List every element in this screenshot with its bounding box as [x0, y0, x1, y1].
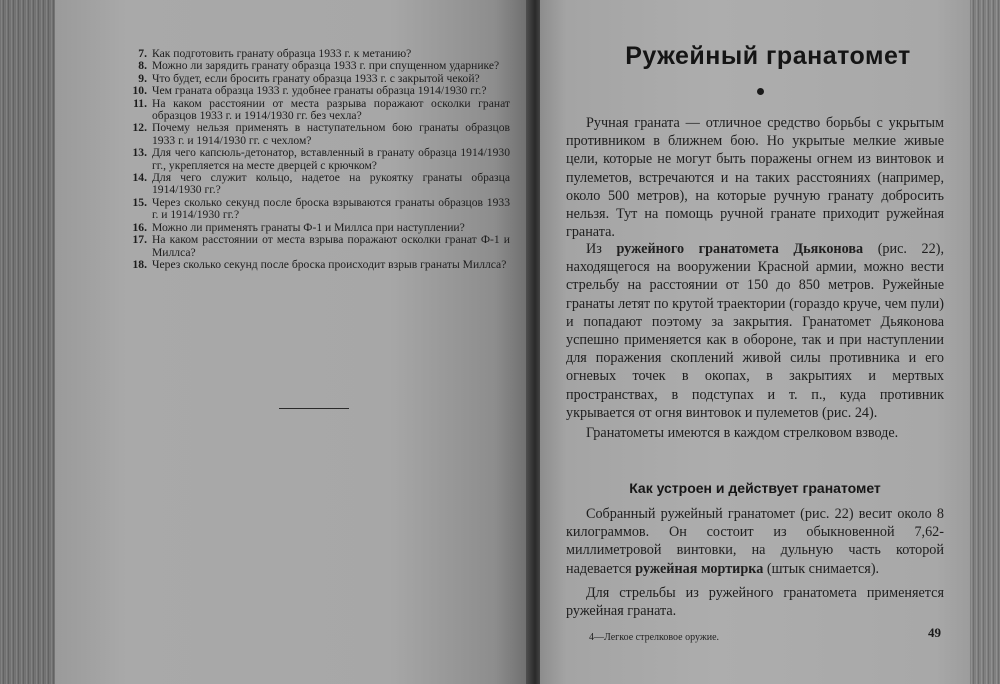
question-text: Что будет, если бросить гранату образца 1933 г. с закрытой чекой? [152, 71, 480, 85]
page-title: Ружейный гранатомет [625, 42, 911, 70]
question-text: Как подготовить гранату образца 1933 г. к метанию? [152, 47, 412, 60]
page-number: 49 [928, 625, 941, 640]
question-number: 16. [132, 220, 147, 234]
paragraph-platoon [566, 424, 944, 442]
question-number: 14. [132, 171, 147, 185]
question-text: Чем граната образца 1933 г. удобнее гранаты образца 1914/1930 гг.? [152, 84, 487, 98]
question-number: 17. [132, 233, 147, 247]
paragraph-grenade-use-text: Для стрельбы из ружейного гранатомета применяется ружейная граната. [566, 585, 944, 620]
question-number: 10. [132, 84, 147, 98]
question-text: Через сколько секунд после броска происходит взрыв гранаты Миллса? [152, 257, 507, 271]
term-dyakonov-launcher: ружейного гранатомета Дьяконова [616, 241, 864, 257]
paragraph-dyakonov-lead: Из [586, 241, 617, 257]
question-text: Почему нельзя применять в наступательном бою гранаты образцов 1933 г. и 1914/1930 гг. с чехлом? [152, 121, 510, 147]
paragraph-assembly-lead: Собранный ружейный гранатомет (рис. 22) весит около 8 килограммов. Он состоит из обыкновенной 7,62-миллиметровой винтовки, на дульную часть которой надевается [566, 506, 944, 577]
paragraph-dyakonov-rest: (рис. 22), находящегося на вооружении Красной армии, можно вести стрельбу на расстоянии от 150 до 850 метров. Ружейные гранаты летят по крутой траектории (гораздо круче, чем пули) и попадают поэтому за закрытия. Гранатомет Дьяконова успешно применяется как в обороне, так и при наступлении для поражения скоплений живой силы противника и его огневых точек в окопах, в закрытиях и мертвых пространствах, в подступах и т. п., куда противник укрывается от огня винтовок и пулеметов (рис. 24). [566, 241, 944, 421]
title-ornament-dot [757, 88, 764, 95]
question-text: На каком расстоянии от места разрыва поражают осколки гранат образцов 1933 г. и 1914/1930 гг. без чехла? [152, 96, 510, 123]
question-item [128, 85, 510, 97]
paragraph-grenade-use [566, 584, 944, 620]
section-end-rule [279, 408, 349, 409]
question-number: 13. [132, 146, 147, 160]
page-stack-edge-right [970, 0, 1000, 684]
question-text: Для чего капсюль-детонатор, вставленный в гранату образца 1914/1930 гг., укрепляется на месте дверцей с крючком? [152, 146, 510, 172]
paragraph-assembly-rest: (штык снимается). [763, 560, 880, 577]
question-number: 11. [133, 96, 147, 110]
question-text: Для чего служит кольцо, надетое на рукоятку гранаты образца 1914/1930 гг.? [152, 171, 510, 197]
question-number: 7. [138, 47, 147, 60]
question-number: 15. [132, 195, 147, 209]
question-item [128, 147, 510, 172]
signature-footnote: 4—Легкое стрелковое оружие. [589, 632, 720, 643]
question-item [128, 60, 510, 72]
question-item [128, 172, 510, 197]
section-subheading: Как устроен и действует гранатомет [629, 480, 881, 496]
question-number: 8. [138, 59, 147, 73]
paragraph-dyakonov-text [566, 240, 944, 422]
question-number: 12. [132, 121, 147, 135]
question-text: Можно ли зарядить гранату образца 1933 г. при спущенном ударнике? [152, 59, 500, 73]
question-item [128, 98, 510, 123]
question-number: 9. [138, 71, 147, 85]
paragraph-intro [566, 114, 944, 241]
question-text: Через сколько секунд после броска взрываются гранаты образцов 1933 г. и 1914/1930 гг.? [152, 195, 510, 222]
question-item [128, 259, 510, 271]
paragraph-dyakonov [566, 240, 944, 422]
term-rifle-mortar: ружейная мортирка [635, 560, 764, 577]
paragraph-assembly [566, 505, 944, 578]
paragraph-assembly-text [566, 505, 944, 578]
question-text: На каком расстоянии от места взрыва поражают осколки гранат Ф-1 и Миллса? [152, 233, 510, 259]
question-number: 18. [132, 257, 147, 271]
paragraph-intro-text: Ручная граната — отличное средство борьбы с укрытым противником в ближнем бою. Но укрытые мелкие живые цели, которые не могут быть поражены огнем из винтовок и пулеметов, встречаются и на таких расстояниях (например, около 500 метров), на которые ручную гранату добросить нельзя. Тут на помощь ручной гранате приходит ружейная граната. [566, 115, 944, 241]
paragraph-platoon-text: Гранатометы имеются в каждом стрелковом взводе. [586, 425, 899, 441]
question-item [128, 234, 510, 259]
question-item [128, 122, 510, 147]
question-text: Можно ли применять гранаты Ф-1 и Миллса при наступлении? [152, 220, 465, 234]
question-item [128, 197, 510, 222]
question-list [128, 48, 510, 271]
